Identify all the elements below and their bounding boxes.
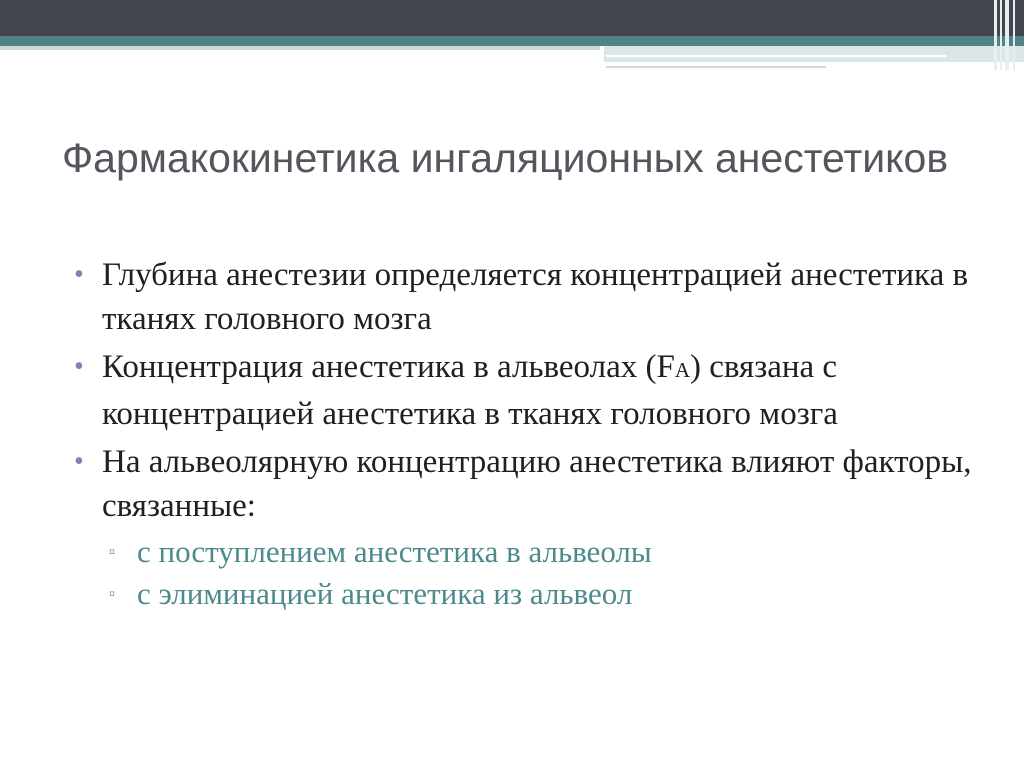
bullet-text-after: ) связана с концентрацией анестетика в тканях головного мозга: [102, 349, 838, 432]
header-light-band-right: [604, 46, 1024, 62]
header-thin-line: [606, 55, 946, 57]
sub-bullet-square-icon: ▫: [109, 542, 116, 561]
sub-bullet-square-icon: ▫: [109, 584, 116, 603]
header-thin-line-secondary: [606, 66, 826, 68]
bullet-text: Глубина анестезии определяется концентрацией анестетика в тканях головного мозга: [102, 257, 969, 337]
bullet-item: [72, 253, 992, 341]
slide-content: [72, 253, 992, 614]
bullet-dot-icon: •: [74, 446, 84, 477]
sub-bullet-text: с поступлением анестетика в альвеолы: [137, 534, 652, 569]
sub-bullet-text: с элиминацией анестетика из альвеол: [137, 576, 633, 611]
bullet-text: На альвеолярную концентрацию анестетика влияют факторы, связанные:: [102, 444, 972, 524]
bullet-item: [72, 345, 992, 436]
slide-title: Фармакокинетика ингаляционных анестетиков: [62, 135, 949, 181]
sub-bullet-item: [72, 574, 992, 614]
bullet-text-before: Концентрация анестетика в альвеолах (F: [102, 349, 675, 385]
header-dark-bar: [0, 0, 1024, 36]
sub-bullet-item: [72, 532, 992, 572]
bullet-subscript: A: [674, 358, 690, 382]
header-teal-band: [0, 36, 1024, 46]
header-vertical-stripes: [990, 0, 1024, 70]
header-light-band: [0, 46, 600, 50]
bullet-item: [72, 440, 992, 528]
bullet-dot-icon: •: [74, 351, 84, 382]
bullet-dot-icon: •: [74, 259, 84, 290]
